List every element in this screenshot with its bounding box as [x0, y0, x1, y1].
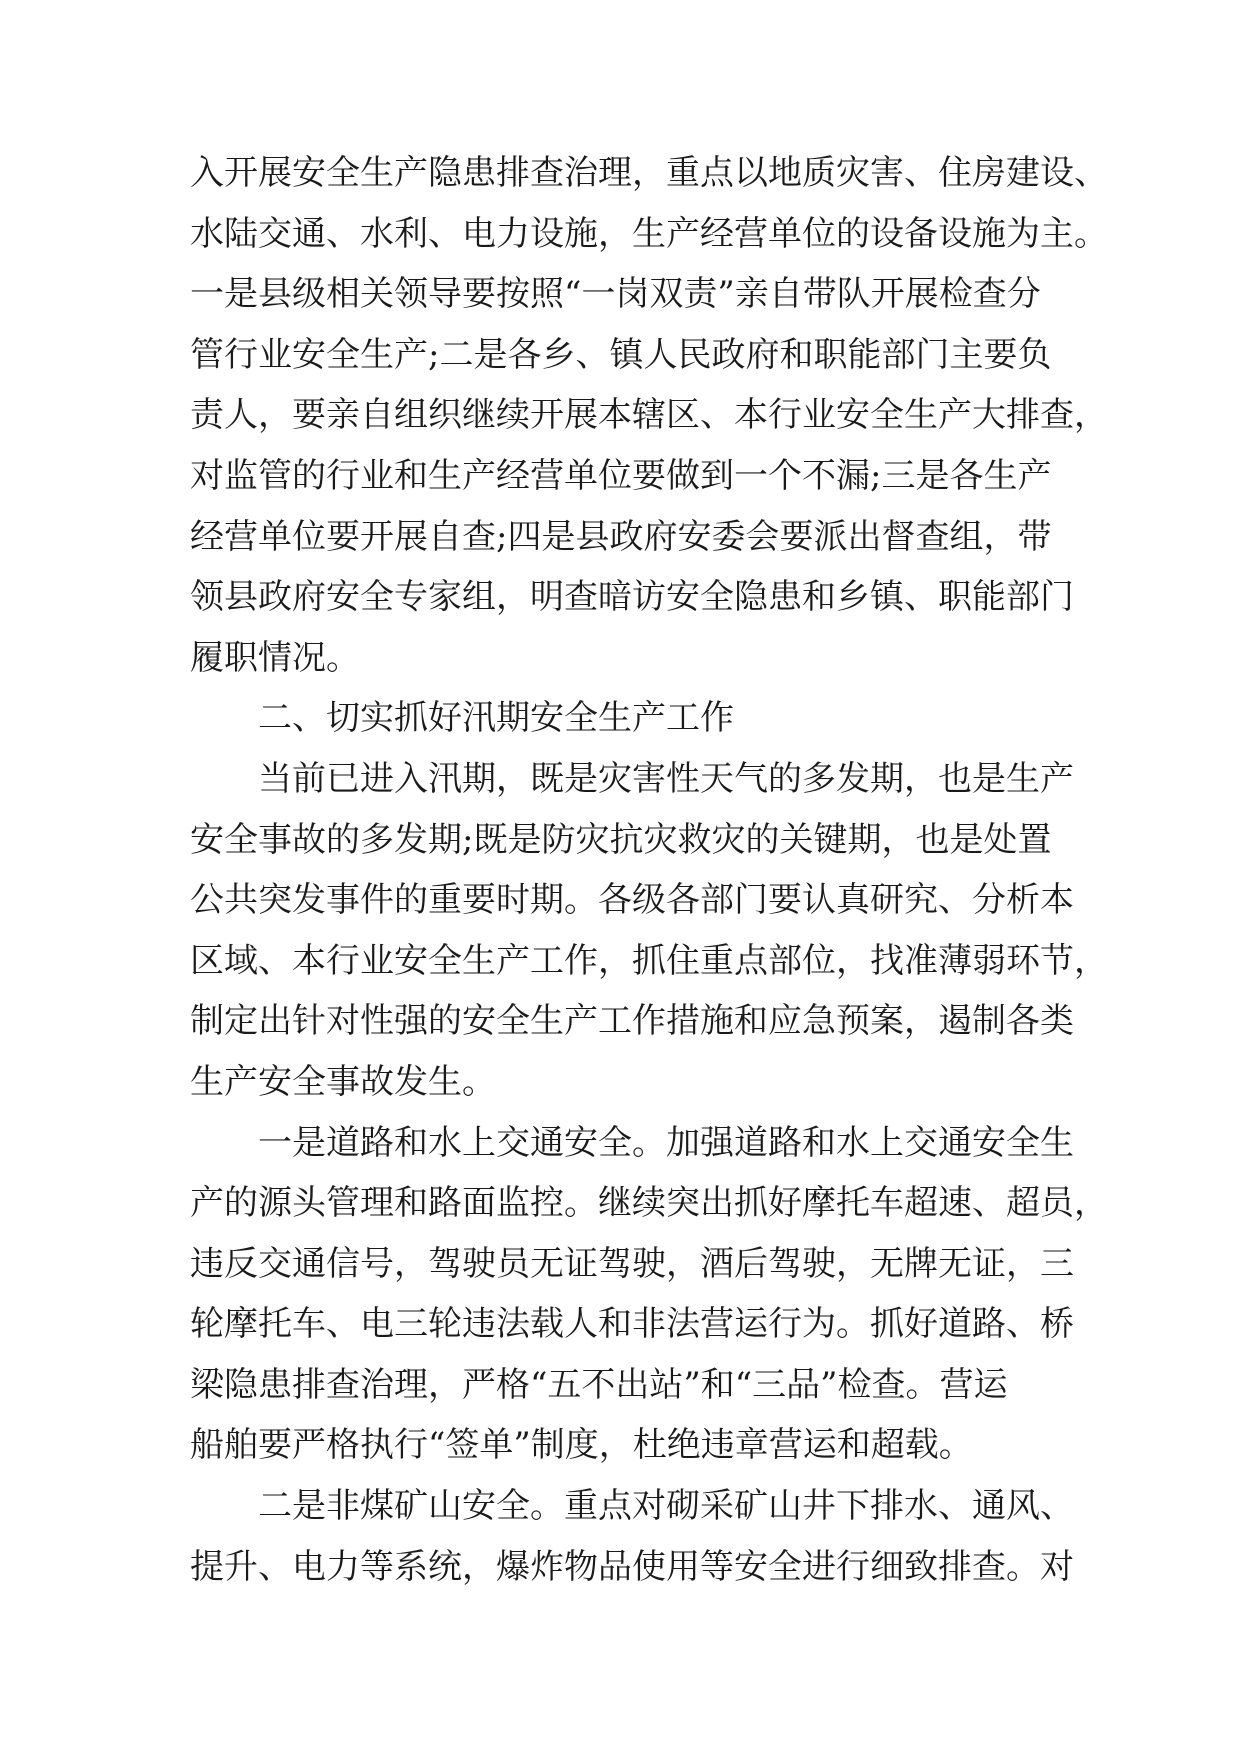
text-line: 一是县级相关领导要按照“一岗双责”亲自带队开展检查分	[190, 274, 1041, 315]
text-line: 一是道路和水上交通安全。加强道路和水上交通安全生	[258, 1122, 1074, 1163]
text-line: 生产安全事故发生。	[190, 1061, 496, 1102]
text-line: 当前已进入汛期，既是灾害性天气的多发期，也是生产	[258, 758, 1074, 799]
document-body	[190, 143, 1108, 1597]
text-line: 提升、电力等系统，爆炸物品使用等安全进行细致排查。对	[190, 1546, 1074, 1587]
text-line: 公共突发事件的重要时期。各级各部门要认真研究、分析本	[190, 880, 1074, 921]
text-line: 责人，要亲自组织继续开展本辖区、本行业安全生产大排查，	[190, 395, 1108, 436]
text-line: 轮摩托车、电三轮违法载人和非法营运行为。抓好道路、桥	[190, 1304, 1074, 1345]
text-line: 区域、本行业安全生产工作，抓住重点部位，找准薄弱环节，	[190, 940, 1108, 981]
text-line: 领县政府安全专家组，明查暗访安全隐患和乡镇、职能部门	[190, 577, 1074, 618]
text-line: 安全事故的多发期;既是防灾抗灾救灾的关键期，也是处置	[190, 819, 1052, 860]
text-line: 二、切实抓好汛期安全生产工作	[258, 698, 734, 739]
text-line: 产的源头管理和路面监控。继续突出抓好摩托车超速、超员，	[190, 1183, 1108, 1224]
text-line: 二是非煤矿山安全。重点对砌采矿山井下排水、通风、	[258, 1486, 1074, 1527]
text-line: 梁隐患排查治理，严格“五不出站”和“三品”检查。营运	[190, 1364, 1008, 1405]
text-line: 水陆交通、水利、电力设施，生产经营单位的设备设施为主。	[190, 213, 1108, 254]
text-line: 船舶要严格执行“签单”制度，杜绝违章营运和超载。	[190, 1425, 973, 1466]
text-line: 管行业安全生产;二是各乡、镇人民政府和职能部门主要负	[190, 334, 1052, 375]
text-line: 违反交通信号，驾驶员无证驾驶，酒后驾驶，无牌无证，三	[190, 1243, 1074, 1284]
text-line: 对监管的行业和生产经营单位要做到一个不漏;三是各生产	[190, 455, 1052, 496]
text-line: 履职情况。	[190, 637, 360, 678]
text-line: 经营单位要开展自查;四是县政府安委会要派出督查组，带	[190, 516, 1052, 557]
text-line: 制定出针对性强的安全生产工作措施和应急预案，遏制各类	[190, 1001, 1074, 1042]
text-line: 入开展安全生产隐患排查治理，重点以地质灾害、住房建设、	[190, 153, 1108, 193]
